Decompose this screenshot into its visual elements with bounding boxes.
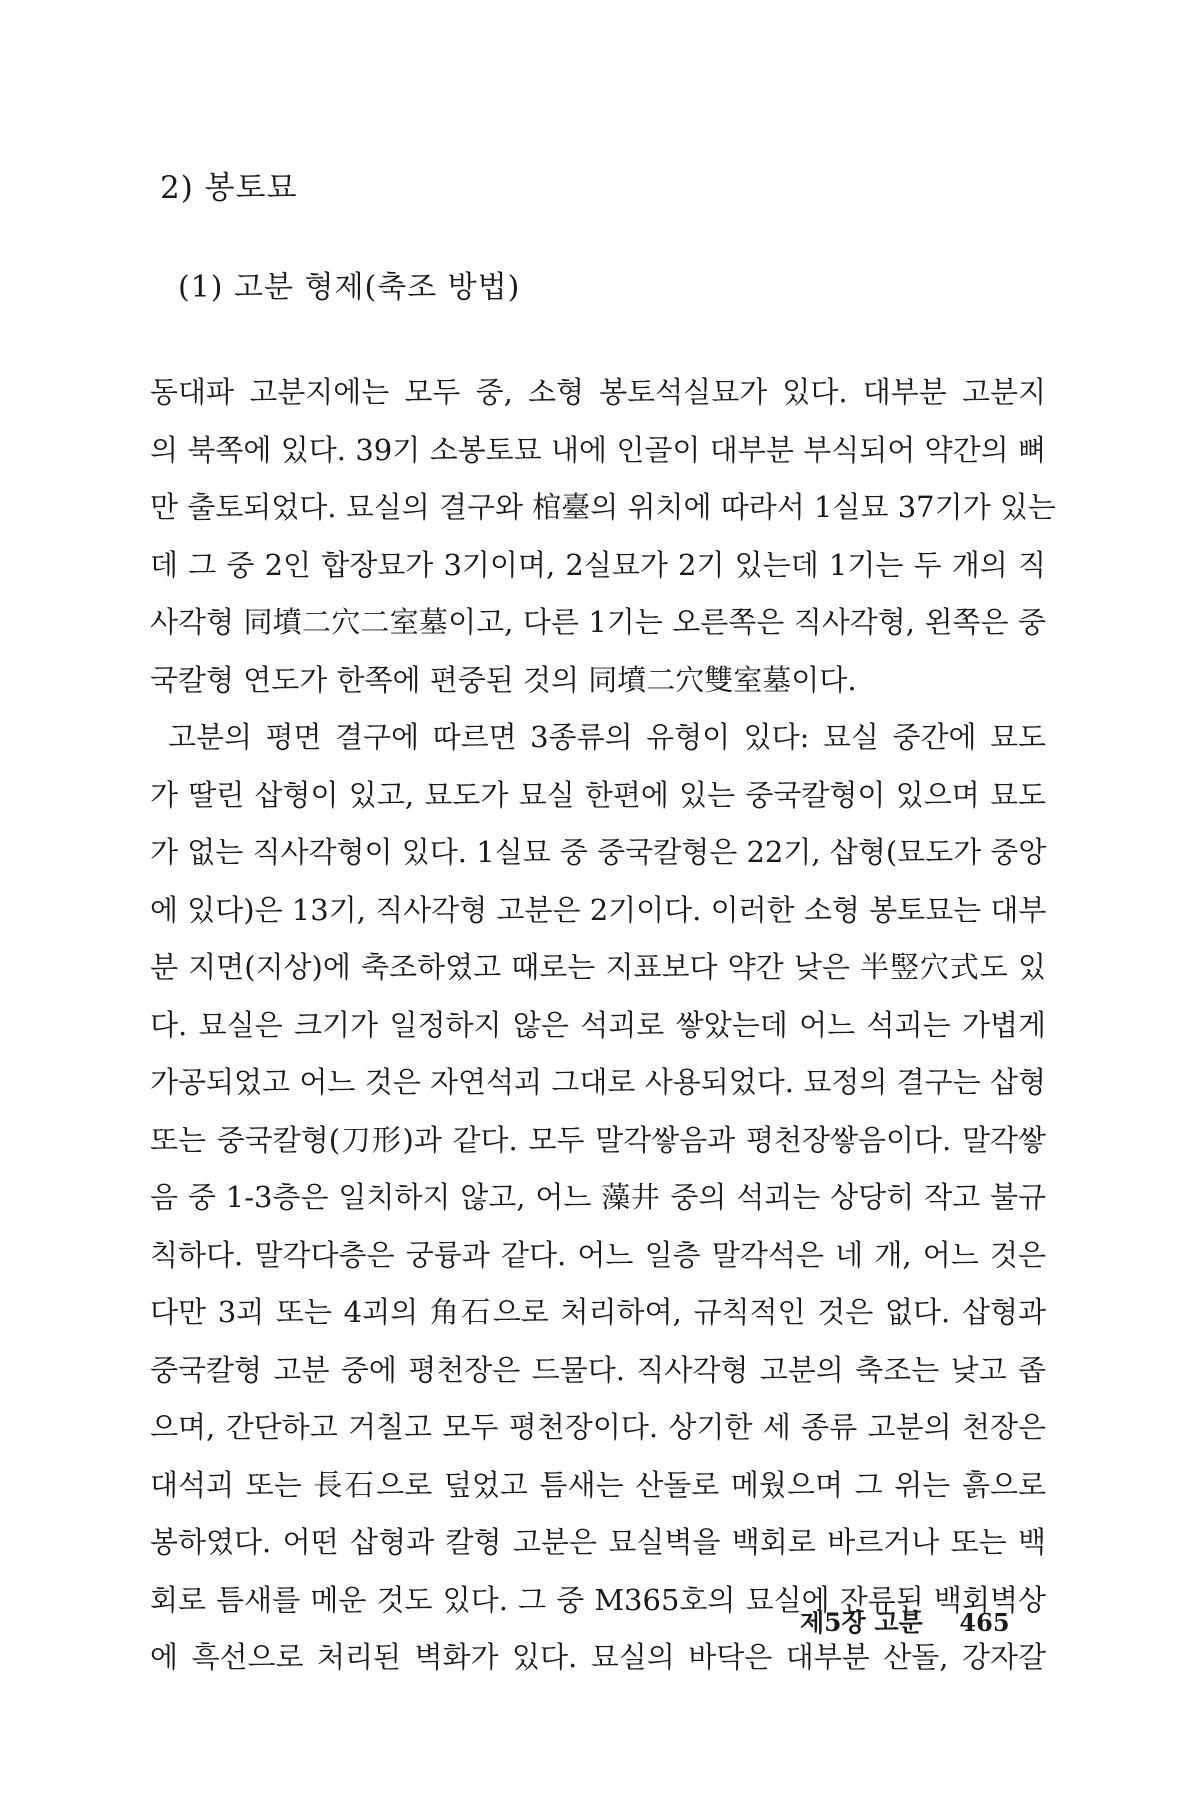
text-line: 사각형 同墳二穴二室墓이고, 다른 1기는 오른쪽은 직사각형, 왼쪽은 중 bbox=[150, 605, 1046, 639]
text-line: 가 딸린 삽형이 있고, 묘도가 묘실 한편에 있는 중국칼형이 있으며 묘도 bbox=[150, 777, 1046, 812]
text-line: 에 흑선으로 처리된 벽화가 있다. 묘실의 바닥은 대부분 산돌, 강자갈 bbox=[150, 1640, 1046, 1674]
text-line: 또는 중국칼형(刀形)과 같다. 모두 말각쌓음과 평천장쌓음이다. 말각쌓 bbox=[150, 1122, 1046, 1157]
text-line: 다. 묘실은 크기가 일정하지 않은 석괴로 쌓았는데 어느 석괴는 가볍게 bbox=[150, 1007, 1046, 1042]
text-line: 국칼형 연도가 한쪽에 편중된 것의 同墳二穴雙室墓이다. bbox=[150, 662, 857, 697]
text-line: 동대파 고분지에는 모두 중, 소형 봉토석실묘가 있다. 대부분 고분지 bbox=[150, 375, 1046, 409]
text-line: 회로 틈새를 메운 것도 있다. 그 중 M365호의 묘실에 잔류된 백회벽상 bbox=[150, 1582, 1046, 1617]
body-text bbox=[150, 364, 1056, 1687]
chapter-label: 제5장 고분 bbox=[800, 1608, 923, 1637]
text-line: 에 있다)은 13기, 직사각형 고분은 2기이다. 이러한 소형 봉토묘는 대부 bbox=[150, 892, 1047, 927]
text-line: 데 그 중 2인 합장묘가 3기이며, 2실묘가 2기 있는데 1기는 두 개의 직 bbox=[150, 547, 1046, 582]
text-line: 다만 3괴 또는 4괴의 角石으로 처리하여, 규칙적인 것은 없다. 삽형과 bbox=[150, 1295, 1046, 1329]
section-heading: 2) 봉토묘 bbox=[160, 170, 298, 206]
text-line: 의 북쪽에 있다. 39기 소봉토묘 내에 인골이 대부분 부식되어 약간의 뼈 bbox=[150, 432, 1046, 467]
text-line: 만 출토되었다. 묘실의 결구와 棺臺의 위치에 따라서 1실묘 37기가 있는 bbox=[150, 490, 1056, 524]
subsection-heading: (1) 고분 형제(축조 방법) bbox=[178, 270, 521, 305]
page-footer bbox=[800, 1603, 1010, 1639]
text-line: 가 없는 직사각형이 있다. 1실묘 중 중국칼형은 22기, 삽형(묘도가 중앙 bbox=[150, 835, 1047, 869]
text-line: 분 지면(지상)에 축조하였고 때로는 지표보다 약간 낮은 半竪穴式도 있 bbox=[150, 950, 1046, 984]
text-line: 봉하였다. 어떤 삽형과 칼형 고분은 묘실벽을 백회로 바르거나 또는 백 bbox=[150, 1525, 1046, 1559]
page-number: 465 bbox=[959, 1608, 1010, 1637]
text-line: 음 중 1-3층은 일치하지 않고, 어느 藻井 중의 석괴는 상당히 작고 불규 bbox=[150, 1180, 1046, 1214]
text-line: 가공되었고 어느 것은 자연석괴 그대로 사용되었다. 묘정의 결구는 삽형 bbox=[150, 1065, 1046, 1099]
text-line: 으며, 간단하고 거칠고 모두 평천장이다. 상기한 세 종류 고분의 천장은 bbox=[150, 1410, 1046, 1444]
text-line: 중국칼형 고분 중에 평천장은 드물다. 직사각형 고분의 축조는 낮고 좁 bbox=[150, 1352, 1046, 1387]
text-line: 칙하다. 말각다층은 궁륭과 같다. 어느 일층 말각석은 네 개, 어느 것은 bbox=[150, 1237, 1046, 1272]
text-line: 고분의 평면 결구에 따르면 3종류의 유형이 있다: 묘실 중간에 묘도 bbox=[168, 720, 1046, 754]
text-line: 대석괴 또는 長石으로 덮었고 틈새는 산돌로 메웠으며 그 위는 흙으로 bbox=[150, 1467, 1046, 1502]
